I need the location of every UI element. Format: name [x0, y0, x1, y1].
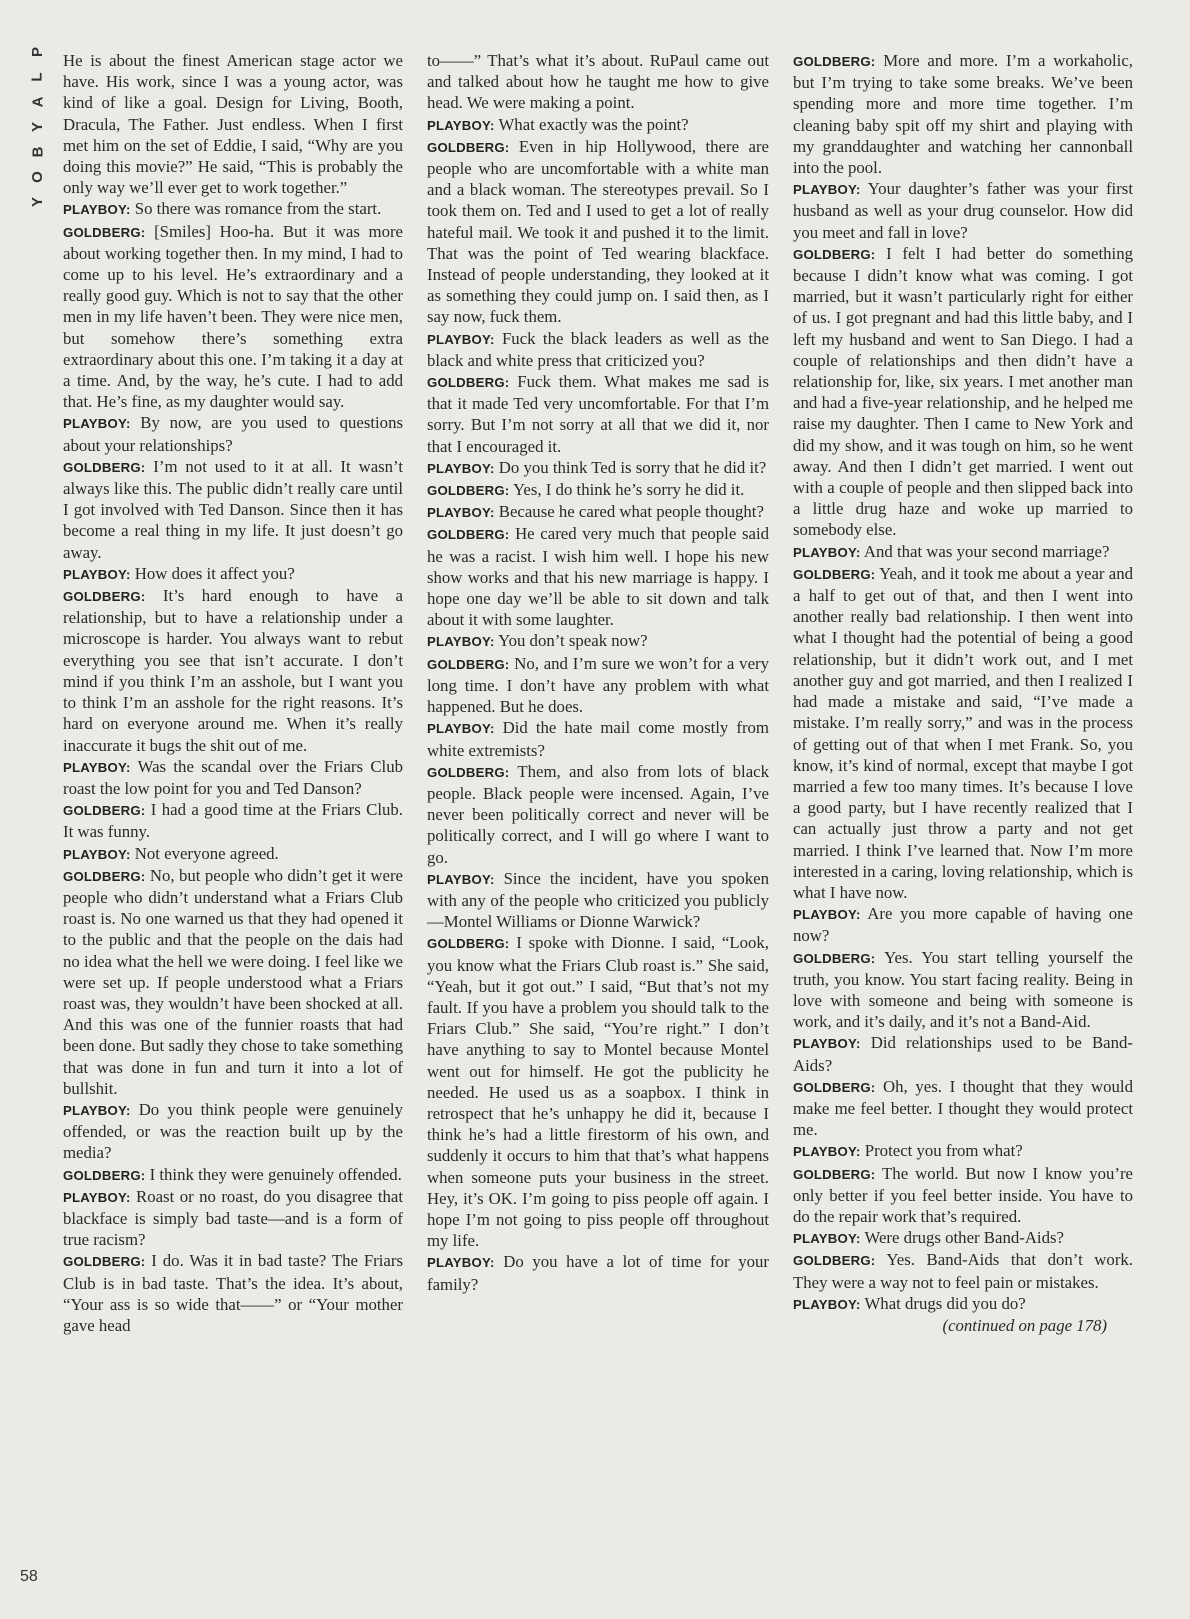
interview-paragraph	[63, 412, 403, 455]
speaker-label: PLAYBOY:	[63, 846, 131, 862]
magazine-sidebar-title	[28, 44, 48, 210]
paragraph-text: And that was your second marriage?	[863, 541, 1110, 561]
paragraph-text: Yes. You start telling yourself the truth, you know. You start facing reality. Being in love with someone and being with someone is work, and it’s daily, and it’s not a Band-Aid.	[793, 947, 1133, 1032]
paragraph-text: Protect you from what?	[864, 1141, 1023, 1161]
paragraph-text: Roast or no roast, do you disagree that blackface is simply bad taste—and is a form of true racism?	[63, 1186, 403, 1250]
interview-paragraph	[427, 761, 769, 868]
interview-paragraph	[427, 630, 769, 652]
speaker-label: PLAYBOY:	[793, 1036, 861, 1052]
paragraph-text: Yes. Band-Aids that don’t work. They were a way not to feel pain or mistakes.	[793, 1250, 1133, 1292]
paragraph-text: to——” That’s what it’s about. RuPaul came out and talked about how he taught me how to give head. We were making a point.	[427, 51, 769, 113]
speaker-label: PLAYBOY:	[793, 907, 861, 923]
paragraph-text: I had a good time at the Friars Club. It was funny.	[63, 800, 403, 842]
speaker-label: PLAYBOY:	[63, 202, 131, 218]
interview-paragraph	[63, 865, 403, 1099]
paragraph-text: Were drugs other Band-Aids?	[864, 1228, 1064, 1248]
interview-paragraph	[63, 585, 403, 756]
speaker-label: GOLDBERG:	[427, 527, 510, 543]
speaker-label: PLAYBOY:	[427, 634, 495, 650]
interview-paragraph	[63, 799, 403, 842]
speaker-label: GOLDBERG:	[427, 483, 510, 499]
speaker-label: GOLDBERG:	[63, 868, 146, 884]
interview-paragraph	[427, 50, 769, 114]
interview-paragraph	[793, 1163, 1133, 1228]
speaker-label: GOLDBERG:	[793, 246, 876, 262]
paragraph-text: Them, and also from lots of black people. Black people were incensed. Again, I’ve never been politically correct and never will be politically correct, and I will go where I want to go.	[427, 761, 769, 867]
speaker-label: GOLDBERG:	[63, 1167, 146, 1183]
speaker-label: PLAYBOY:	[427, 1255, 495, 1271]
interview-paragraph	[427, 328, 769, 371]
interview-paragraph	[63, 1250, 403, 1336]
sidebar-letter: Y	[28, 196, 46, 208]
interview-paragraph	[427, 457, 769, 479]
interview-paragraph	[63, 1164, 403, 1186]
paragraph-text: No, but people who didn’t get it were people who didn’t understand what a Friars Club roast is. No one warned us that they had opened it to the public and that the people on the dais had no idea what the hell we were doing. I feel like we were set up. If people understood what a Friars roast was, they wouldn’t have been shocked at all. And this was one of the funnier roasts that had been done. But sadly they chose to take something that was done in fun and turn it into a lot of bullshit.	[63, 865, 403, 1098]
speaker-label: PLAYBOY:	[63, 566, 131, 582]
interview-paragraph	[63, 756, 403, 799]
speaker-label: GOLDBERG:	[63, 803, 146, 819]
speaker-label: PLAYBOY:	[427, 505, 495, 521]
speaker-label: PLAYBOY:	[427, 117, 495, 133]
interview-paragraph	[793, 1227, 1133, 1249]
paragraph-text: Do you think people were genuinely offended, or was the reaction built up by the media?	[63, 1099, 403, 1163]
paragraph-text: No, and I’m sure we won’t for a very long time. I don’t have any problem with what happened. But he does.	[427, 653, 769, 717]
paragraph-text: Do you have a lot of time for your family?	[427, 1252, 770, 1294]
interview-paragraph	[427, 1251, 769, 1294]
speaker-label: PLAYBOY:	[793, 182, 861, 198]
text-column-2	[427, 50, 769, 1295]
paragraph-text: What exactly was the point?	[498, 114, 689, 134]
interview-paragraph	[63, 843, 403, 865]
sidebar-letter: L	[28, 72, 46, 82]
interview-paragraph	[63, 1099, 403, 1164]
paragraph-text: I felt I had better do something because I didn’t know what was coming. I got married, but it wasn’t particularly right for either of us. I got pregnant and had this little baby, and I left my husband and went to San Diego. I had a couple of relationships and then didn’t have a relationship for, like, six years. I met another man and had a five-year relationship, and he helped me raise my daughter. Then I came to New York and did my show, and it was tough on him, so he went away. And then I didn’t get married. I went out with a couple of people and then slipped back into a little drug haze and woke up married to somebody else.	[793, 243, 1134, 540]
speaker-label: GOLDBERG:	[793, 1079, 876, 1095]
interview-paragraph	[793, 1032, 1133, 1075]
paragraph-text: Did the hate mail come mostly from white extremists?	[427, 718, 769, 760]
paragraph-text: It’s hard enough to have a relationship, but to have a relationship under a microscope is harder. You always want to rebut everything you see that isn’t accurate. I don’t mind if you think I’m an asshole, but I want you to think I’m an asshole for the right reasons. It’s hard on everyone around me. When it’s really inaccurate it bugs the shit out of me.	[63, 586, 403, 755]
paragraph-text: So there was romance from the start.	[134, 199, 382, 219]
speaker-label: PLAYBOY:	[793, 1296, 861, 1312]
sidebar-letter: Y	[28, 121, 46, 133]
continued-note: (continued on page 178)	[942, 1315, 1107, 1335]
paragraph-text: I do. Was it in bad taste? The Friars Club is in bad taste. That’s the idea. It’s about, “Your ass is so wide that——” or “Your mother gave head	[63, 1251, 403, 1335]
speaker-label: PLAYBOY:	[63, 759, 131, 775]
paragraph-text: Fuck the black leaders as well as the black and white press that criticized you?	[427, 328, 770, 370]
sidebar-letter: B	[29, 146, 46, 158]
paragraph-text: Even in hip Hollywood, there are people who are uncomfortable with a white man and a black woman. The stereotypes prevail. So I took them on. Ted and I used to get a lot of really hateful mail. We took it and pushed it to the limit. That was the point of Ted wearing blackface. Instead of people understanding, they looked at it as something they could jump on. I said then, as I say now, fuck them.	[427, 136, 769, 327]
paragraph-text: He cared very much that people said he was a racist. I wish him well. I hope his new show works and that his new marriage is happy. I hope one day we’ll be able to sit down and talk about it with some laughter.	[427, 524, 769, 630]
interview-paragraph	[793, 1076, 1133, 1141]
paragraph-text: Not everyone agreed.	[134, 843, 279, 863]
paragraph-text: Are you more capable of having one now?	[793, 904, 1133, 946]
speaker-label: GOLDBERG:	[427, 375, 510, 391]
paragraph-text: Do you think Ted is sorry that he did it?	[498, 457, 767, 477]
speaker-label: PLAYBOY:	[793, 1144, 861, 1160]
paragraph-text: I think they were genuinely offended.	[149, 1164, 402, 1184]
sidebar-letter: O	[28, 171, 46, 183]
interview-paragraph	[427, 653, 769, 718]
paragraph-text: Was the scandal over the Friars Club roast the low point for you and Ted Danson?	[63, 756, 403, 798]
interview-paragraph	[427, 501, 769, 523]
speaker-label: GOLDBERG:	[793, 566, 876, 582]
paragraph-text: Fuck them. What makes me sad is that it made Ted very uncomfortable. For that I’m sorry. But I’m not sorry at all that we did it, nor that I encouraged it.	[427, 372, 769, 456]
paragraph-text: By now, are you used to questions about your relationships?	[63, 413, 403, 455]
speaker-label: GOLDBERG:	[793, 1253, 876, 1269]
speaker-label: GOLDBERG:	[63, 1254, 146, 1270]
speaker-label: GOLDBERG:	[793, 54, 876, 69]
interview-paragraph	[793, 541, 1133, 563]
interview-paragraph	[63, 1186, 403, 1251]
paragraph-text: What drugs did you do?	[864, 1293, 1026, 1313]
interview-paragraph	[793, 178, 1133, 243]
interview-paragraph	[427, 136, 769, 328]
paragraph-text: I spoke with Dionne. I said, “Look, you know what the Friars Club roast is.” She said, “Yeah, but it got out.” I said, “But that’s not my fault. If you have a problem you should talk to the Friars Club.” She said, “You’re right.” I don’t have anything to say to Montel because Montel went out for himself. He got the publicity he needed. He used us as a soapbox. I think in retrospect that he’s unhappy he did it, because I think he’s had a little firestorm of his own, and suddenly it occurs to him that that’s what happens when someone puts your business in the street. Hey, it’s OK. I’m going to piss people off again. I hope I’m not going to piss people off throughout my life.	[427, 933, 769, 1251]
speaker-label: PLAYBOY:	[427, 460, 495, 476]
interview-paragraph	[63, 50, 403, 198]
paragraph-text: He is about the finest American stage actor we have. His work, since I was a young actor, was kind of like a goal. Design for Living, Booth, Dracula, The Father. Just endless. When I first met him on the set of Eddie, I said, “Why are you doing this movie?” He said, “This is probably the only way we’ll ever get to work together.”	[63, 51, 403, 198]
interview-paragraph	[793, 563, 1133, 903]
paragraph-text: Because he cared what people thought?	[498, 502, 764, 522]
speaker-label: PLAYBOY:	[427, 331, 495, 347]
interview-paragraph	[427, 371, 769, 457]
interview-paragraph	[427, 717, 769, 760]
sidebar-letter: A	[29, 96, 46, 108]
speaker-label: GOLDBERG:	[793, 950, 876, 966]
interview-paragraph	[793, 243, 1133, 541]
speaker-label: PLAYBOY:	[63, 1102, 131, 1118]
interview-paragraph	[793, 903, 1133, 946]
speaker-label: PLAYBOY:	[63, 416, 131, 432]
speaker-label: GOLDBERG:	[427, 936, 510, 952]
interview-paragraph	[427, 523, 769, 630]
speaker-label: GOLDBERG:	[427, 764, 510, 780]
paragraph-text: The world. But now I know you’re only better if you feel better inside. You have to do the repair work that’s required.	[793, 1163, 1133, 1226]
interview-paragraph	[63, 221, 403, 413]
paragraph-text: [Smiles] Hoo-ha. But it was more about working together then. In my mind, I had to come up to his level. He’s extraordinary and a really good guy. Which is not to say that the other men in my life haven’t been. They were nice men, but somehow there’s something extra extraordinary about this one. I’m taking it a day at a time. And, by the way, he’s cute. I had to add that. He’s fine, as my daughter would say.	[63, 221, 404, 412]
paragraph-text: Did relationships used to be Band-Aids?	[793, 1033, 1133, 1075]
paragraph-text: Yes, I do think he’s sorry he did it.	[512, 480, 745, 500]
interview-paragraph	[793, 947, 1133, 1033]
sidebar-letter: P	[28, 46, 46, 58]
paragraph-text: Since the incident, have you spoken with any of the people who criticized you publicly—Montel Williams or Dionne Warwick?	[427, 868, 769, 932]
speaker-label: GOLDBERG:	[427, 139, 510, 155]
speaker-label: GOLDBERG:	[63, 589, 146, 605]
speaker-label: PLAYBOY:	[427, 721, 495, 737]
text-column-3	[793, 50, 1133, 1336]
interview-paragraph	[427, 479, 769, 501]
interview-paragraph	[63, 563, 403, 585]
interview-paragraph	[793, 1249, 1133, 1292]
interview-paragraph	[427, 868, 769, 933]
speaker-label: PLAYBOY:	[793, 1231, 861, 1247]
paragraph-text: I’m not used to it at all. It wasn’t always like this. The public didn’t really care until I got involved with Ted Danson. Since then it has become a real thing in my life. It just doesn’t go away.	[63, 456, 404, 562]
paragraph-text: More and more. I’m a workaholic, but I’m trying to take some breaks. We’ve been spending more and more time together. I’m cleaning baby spit off my shirt and playing with my granddaughter and watching her cannonball into the pool.	[793, 51, 1133, 178]
interview-paragraph	[793, 1140, 1133, 1162]
paragraph-text: How does it affect you?	[134, 563, 295, 583]
interview-paragraph	[427, 114, 769, 136]
speaker-label: PLAYBOY:	[793, 544, 861, 560]
speaker-label: PLAYBOY:	[63, 1189, 131, 1205]
speaker-label: PLAYBOY:	[427, 871, 495, 887]
paragraph-text: Yeah, and it took me about a year and a half to get out of that, and then I went into another really bad relationship. I then went into what I thought had the potential of being a good relationship, but it didn’t work out, and I met another guy and got married, and then I realized I had made a mistake and said, “I’ve made a mistake. I’m really sorry,” and was in the process of getting out of that when I met Frank. So, you know, it’s kind of normal, except that maybe I got married a few too many times. It’s because I love a good party, but I have recently realized that I can actually just throw a party and not get married. I think I’ve learned that. Now I’m more interested in a caring, loving relationship, which is what I have now.	[793, 563, 1133, 902]
interview-paragraph	[427, 932, 769, 1251]
interview-paragraph	[63, 198, 403, 220]
interview-paragraph	[63, 456, 403, 563]
paragraph-text: Oh, yes. I thought that they would make me feel better. I thought they would protect me.	[793, 1076, 1133, 1140]
page-number: 58	[20, 1568, 38, 1585]
speaker-label: GOLDBERG:	[793, 1166, 876, 1182]
speaker-label: GOLDBERG:	[63, 459, 146, 475]
text-column-1	[63, 50, 403, 1336]
speaker-label: GOLDBERG:	[427, 656, 510, 672]
interview-paragraph	[793, 1293, 1133, 1315]
paragraph-text: You don’t speak now?	[498, 631, 648, 651]
paragraph-text: Your daughter’s father was your first husband as well as your drug counselor. How did you meet and fall in love?	[793, 179, 1134, 242]
interview-paragraph	[793, 50, 1133, 178]
speaker-label: GOLDBERG:	[63, 224, 146, 240]
